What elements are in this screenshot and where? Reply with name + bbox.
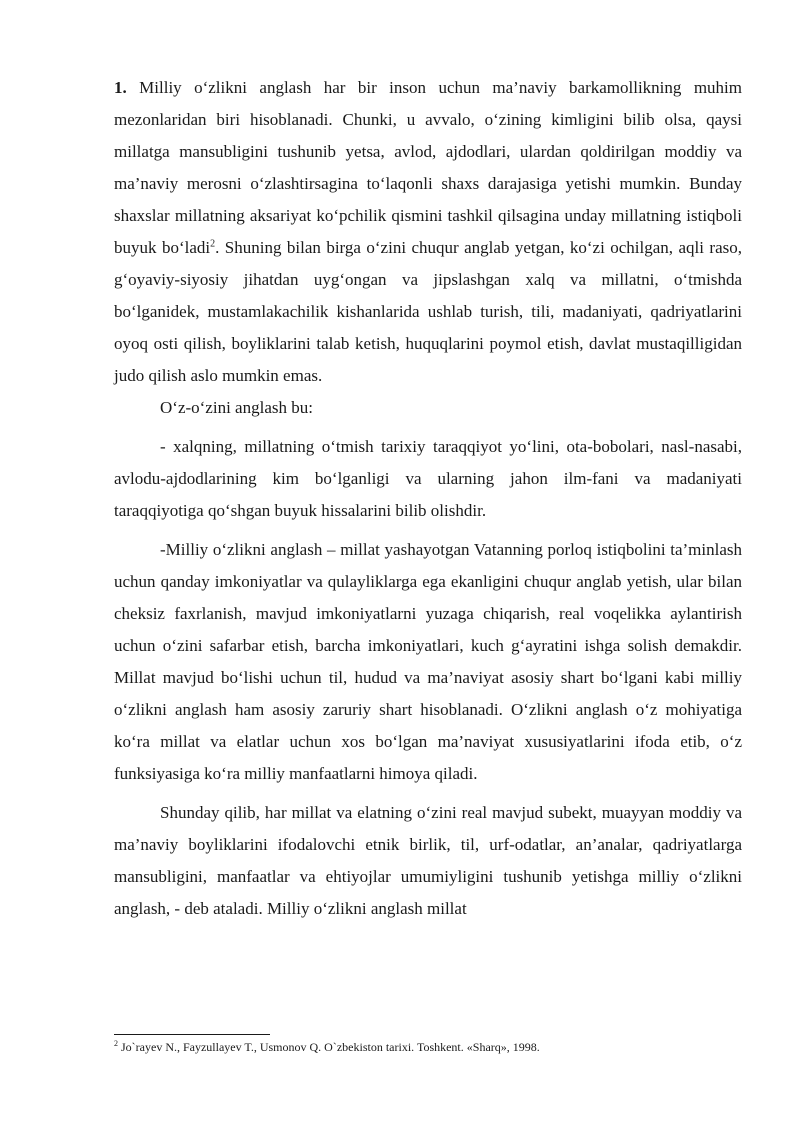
footnote-number: 2: [114, 1039, 118, 1048]
paragraph-number: 1.: [114, 78, 127, 97]
paragraph-1: [114, 72, 742, 392]
paragraph-5: Shunday qilib, har millat va elatning o‘zini real mavjud subekt, muayyan moddiy va ma’naviy boyliklarini ifodalovchi etnik birlik, til, urf-odatlar, an’analar, qadriyatlarga mansubligini, manfaatlar va ehtiyojlar umumiyligini tushunib yetishga milliy o‘zlikni anglash, - deb ataladi. Milliy o‘zlikni anglash millat: [114, 803, 742, 918]
paragraph-4: -Milliy o‘zlikni anglash – millat yashayotgan Vatanning porloq istiqbolini ta’minlash uchun qanday imkoniyatlar va qulayliklarga ega ekanligini chuqur anglab yetish, ular bilan cheksiz faxrlanish, mavjud imkoniyatlarni yuzaga chiqarish, real voqelikka aylantirish uchun o‘zini safarbar etish, barcha imkoniyatlari, kuch g‘ayratini ishga solish demakdir. Millat mavjud bo‘lishi uchun til, hudud va ma’naviyat asosiy shart bo‘lgani kabi milliy o‘zlikni anglash ham asosiy zaruriy shart hisoblanadi. O‘zlikni anglash o‘z mohiyatiga ko‘ra millat va elatlar uchun xos bo‘lgan ma’naviyat xususiyatlarini ifoda etib, o‘z funksiyasiga ko‘ra milliy manfaatlarni himoya qiladi.: [114, 540, 742, 783]
paragraph-1-text-a: Milliy o‘zlikni anglash har bir inson uchun ma’naviy barkamollikning muhim mezonlaridan biri hisoblanadi. Chunki, u avvalo, o‘zining kimligini bilib olsa, qaysi millatga mansubligini tushunib yetsa, avlod, ajdodlari, ulardan qoldirilgan moddiy va ma’naviy merosni o‘zlashtirsagina to‘laqonli shaxs darajasiga yetishi mumkin. Bunday shaxslar millatning aksariyat ko‘pchilik qismini tashkil qilsagina unday millatning istiqboli buyuk bo‘ladi: [114, 78, 742, 257]
footnote: [114, 1039, 742, 1055]
paragraph-1-text-b: . Shuning bilan birga o‘zini chuqur anglab yetgan, ko‘zi ochilgan, aqli raso, g‘oyaviy-siyosiy jihatdan uyg‘ongan va jipslashgan xalq va millatni, o‘tmishda bo‘lganidek, mustamlakachilik kishanlarida ushlab turish, tili, madaniyati, qadriyatlarini oyoq osti qilish, boyliklarini talab ketish, huquqlarini poymol etish, davlat mustaqilligidan judo qilish aslo mumkin emas.: [114, 238, 742, 385]
footnote-separator: [114, 1034, 270, 1035]
body-text: [114, 72, 742, 925]
paragraph-3: - xalqning, millatning o‘tmish tarixiy taraqqiyot yo‘lini, ota-bobolari, nasl-nasabi, avlodu-ajdodlarining kim bo‘lganligi va ularning jahon ilm-fani va madaniyati taraqqiyotiga qo‘shgan buyuk hissalarini bilib olishdir.: [114, 437, 742, 520]
paragraph-2: O‘z-o‘zini anglash bu:: [160, 398, 313, 417]
footnote-text: Jo`rayev N., Fayzullayev T., Usmonov Q. O`zbekiston tarixi. Toshkent. «Sharq», 1998.: [118, 1040, 540, 1054]
footnote-reference[interactable]: 2: [210, 238, 216, 250]
